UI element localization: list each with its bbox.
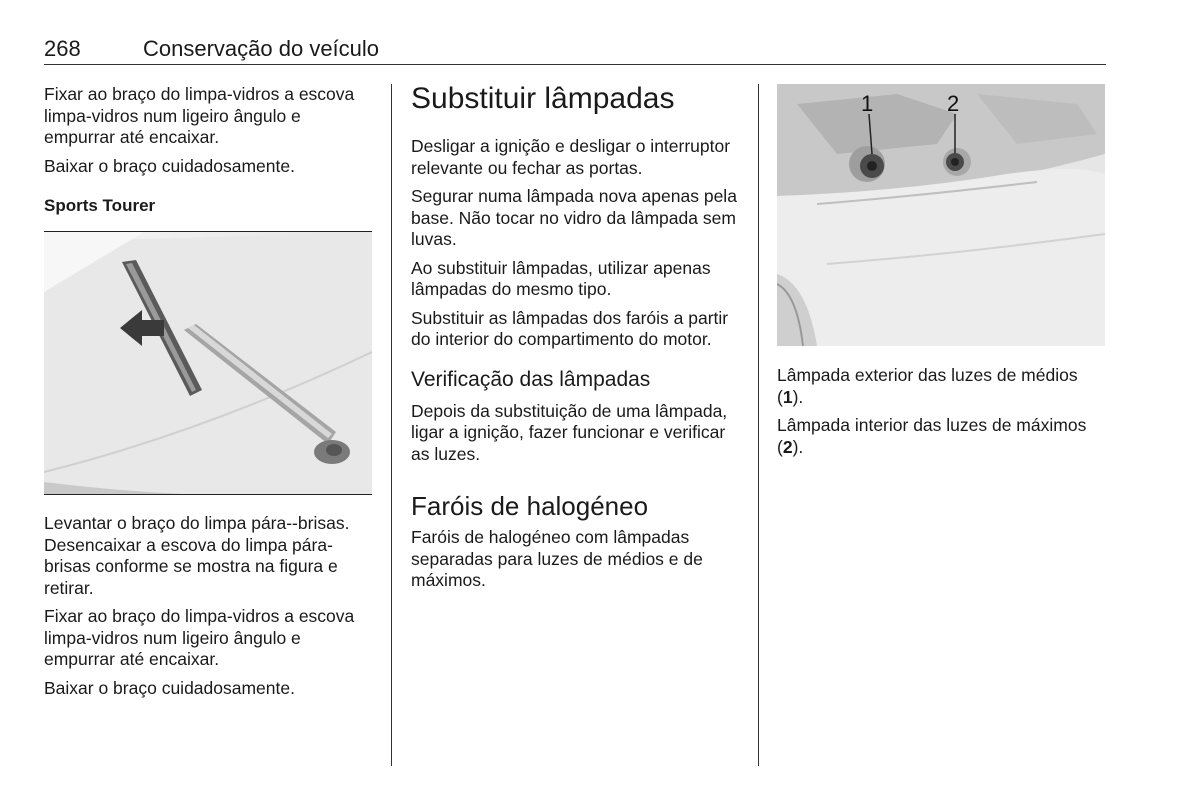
column-divider-left (391, 84, 392, 766)
column-divider-right (758, 84, 759, 766)
paragraph: Segurar numa lâmpada nova apenas pela base. Não tocar no vidro da lâmpada sem luvas. (411, 186, 737, 249)
paragraph: Fixar ao braço do limpa-vidros a escova limpa-vidros num ligeiro ângulo e empurrar até encaixar. (44, 84, 355, 147)
section-heading: Substituir lâmpadas (411, 82, 675, 115)
headlamp-figure (777, 84, 1105, 346)
paragraph: Levantar o braço do limpa pára--brisas. Desencaixar a escova do limpa pára-brisas conforme se mostra na figura e retirar. (44, 513, 350, 598)
caption-high-beam: Lâmpada interior das luzes de máximos (2). (777, 415, 1087, 457)
paragraph: Substituir as lâmpadas dos faróis a partir do interior do compartimento do motor. (411, 307, 729, 349)
wiper-figure (44, 231, 372, 495)
subsection-heading: Verificação das lâmpadas (411, 367, 651, 391)
engine-bay-illustration (777, 84, 1105, 346)
header-divider (44, 64, 1106, 65)
paragraph: Baixar o braço cuidadosamente. (44, 155, 295, 176)
page-number: 268 (44, 36, 81, 61)
left-column-lower (44, 513, 374, 706)
paragraph: Ao substituir lâmpadas, utilizar apenas lâmpadas do mesmo tipo. (411, 257, 711, 299)
right-column-captions (777, 365, 1097, 465)
low-beam-bulb-cap (860, 154, 884, 178)
callout-1: 1 (861, 91, 874, 116)
paragraph: Depois da substituição de uma lâmpada, ligar a ignição, fazer funcionar e verificar as luzes. (411, 400, 728, 464)
left-column (44, 84, 374, 231)
paragraph: Faróis de halogéneo com lâmpadas separadas para luzes de médios e de máximos. (411, 527, 703, 590)
paragraph: Desligar a ignição e desligar o interruptor relevante ou fechar as portas. (411, 136, 731, 178)
high-beam-bulb-cap (946, 153, 964, 171)
page-title: Conservação do veículo (143, 36, 380, 61)
caption-low-beam: Lâmpada exterior das luzes de médios (1). (777, 365, 1078, 407)
paragraph: Baixar o braço cuidadosamente. (44, 677, 295, 698)
subheading-sports-tourer: Sports Tourer (44, 196, 156, 215)
middle-column (411, 82, 746, 599)
section-heading-halogen: Faróis de halogéneo (411, 491, 649, 521)
paragraph: Fixar ao braço do limpa-vidros a escova limpa-vidros num ligeiro ângulo e empurrar até encaixar. (44, 606, 355, 669)
wiper-illustration (44, 232, 372, 494)
callout-2: 2 (947, 91, 960, 116)
